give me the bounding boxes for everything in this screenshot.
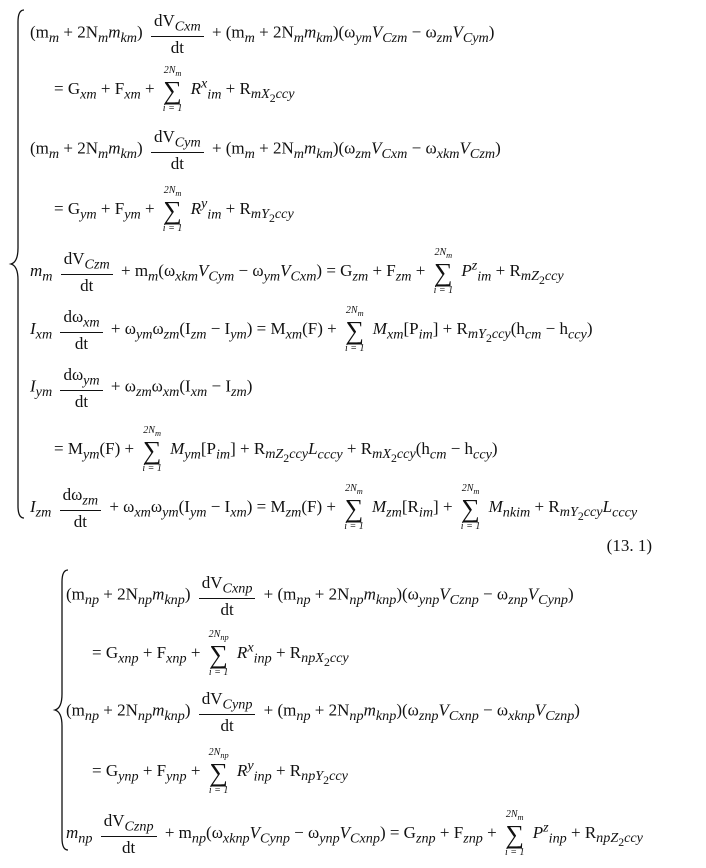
equation-row: $(m_m + 2N_mm_{km})$ $\frac{dV_{Cxm}}{dt}$ + $(m_m + 2N_mm_{km})(\omega_{ym}V_{Czm} - \omega_{zm}V_{Cym})$ xyxy=(30,11,495,57)
summation: $2N_m$ ∑ i = 1 xyxy=(344,305,365,355)
equation-row: = $M_{ym}(F)$ + $2N_m$ ∑ i = 1 $M_{ym}[P_{im}] + R_{mZ_2ccy}L_{cccy} + R_{mX_2ccy}(h_{cm} - h_{ccy})$ xyxy=(54,425,498,475)
equation-row: $I_{ym}$ $\frac{d\omega_{ym}}{dt}$ + $\omega_{zm}\omega_{xm}(I_{xm} - I_{zm})$ xyxy=(30,365,253,411)
summation: $2N_{np}$ ∑ i = 1 xyxy=(208,747,229,797)
fraction: $\frac{dV_{Cynp}}{dt}$ xyxy=(199,690,256,734)
summation: $2N_m$ ∑ i = 1 xyxy=(504,809,525,859)
equation-row: = $G_{xm} + F_{xm}$ + $2N_m$ ∑ i = 1 $R^x_{im} + R_{mX_2ccy}$ xyxy=(54,65,295,115)
equation-row: $I_{xm}$ $\frac{d\omega_{xm}}{dt}$ + $\omega_{ym}\omega_{zm}(I_{zm} - I_{ym}) = M_{xm}(F)$ + $2N_m$ ∑ i = 1 $M_{xm}[P_{im}] + R_{mY_2ccy}(h_{cm} - h_{ccy})$ xyxy=(30,305,593,355)
equation-row: $m_{np}$ $\frac{dV_{Cznp}}{dt}$ + $m_{np}(\omega_{xknp}V_{Cynp} - \omega_{ynp}V_{Cxnp}) = G_{znp} + F_{znp}$ + $2N_m$ ∑ i = 1 $P^z_{inp} + R_{npZ_2ccy}$ xyxy=(66,809,643,859)
equation-row: $(m_m + 2N_mm_{km})$ $\frac{dV_{Cym}}{dt}$ + $(m_m + 2N_mm_{km})(\omega_{zm}V_{Cxm} - \omega_{xkm}V_{Czm})$ xyxy=(30,127,501,173)
summation: $2N_m$ ∑ i = 1 xyxy=(433,247,454,297)
equation-row: $(m_{np} + 2N_{np}m_{knp})$ $\frac{dV_{Cynp}}{dt}$ + $(m_{np} + 2N_{np}m_{knp})(\omega_{znp}V_{Cxnp} - \omega_{xknp}V_{Cznp})$ xyxy=(66,689,580,735)
equation-row: = $G_{ym} + F_{ym}$ + $2N_m$ ∑ i = 1 $R^y_{im} + R_{mY_2ccy}$ xyxy=(54,185,294,235)
summation: $2N_m$ ∑ i = 1 xyxy=(162,185,183,235)
summation: $2N_m$ ∑ i = 1 xyxy=(142,425,162,475)
equation-number: (13. 1) xyxy=(606,536,652,555)
fraction: $\frac{d\omega_{zm}}{dt}$ xyxy=(60,486,101,530)
fraction: $\frac{dV_{Cxnp}}{dt}$ xyxy=(199,574,256,618)
equation-row: $m_m$ $\frac{dV_{Czm}}{dt}$ + $m_m(\omega_{xkm}V_{Cym} - \omega_{ym}V_{Cxm}) = G_{zm} + F_{zm}$ + $2N_m$ ∑ i = 1 $P^z_{im} + R_{mZ_2ccy}$ xyxy=(30,247,564,297)
fraction: $\frac{d\omega_{xm}}{dt}$ xyxy=(60,308,102,352)
summation: $2N_m$ ∑ i = 1 xyxy=(344,483,364,533)
fraction: $\frac{dV_{Cznp}}{dt}$ xyxy=(101,812,157,856)
fraction: $\frac{dV_{Cxm}}{dt}$ xyxy=(151,12,204,56)
equation-row: = $G_{ynp} + F_{ynp}$ + $2N_{np}$ ∑ i = 1 $R^y_{inp} + R_{npY_2ccy}$ xyxy=(92,747,348,797)
equation-row: $I_{zm}$ $\frac{d\omega_{zm}}{dt}$ + $\omega_{xm}\omega_{ym}(I_{ym} - I_{xm}) = M_{zm}(F)$ + $2N_m$ ∑ i = 1 $M_{zm}[R_{im}]$ + $2N_m$ ∑ i = 1 $M_{nkim} + R_{mY_2ccy}L_{cccy}$ xyxy=(30,483,638,533)
summation: $2N_m$ ∑ i = 1 xyxy=(162,65,183,115)
equation-row: $(m_{np} + 2N_{np}m_{knp})$ $\frac{dV_{Cxnp}}{dt}$ + $(m_{np} + 2N_{np}m_{knp})(\omega_{ynp}V_{Cznp} - \omega_{znp}V_{Cynp})$ xyxy=(66,573,574,619)
left-brace-system-1 xyxy=(8,8,28,520)
fraction: $\frac{dV_{Cym}}{dt}$ xyxy=(151,128,204,172)
summation: $2N_{np}$ ∑ i = 1 xyxy=(208,629,229,679)
equation-row: = $G_{xnp} + F_{xnp}$ + $2N_{np}$ ∑ i = 1 $R^x_{inp} + R_{npX_2ccy}$ xyxy=(92,629,349,679)
fraction: $\frac{d\omega_{ym}}{dt}$ xyxy=(60,366,102,410)
summation: $2N_m$ ∑ i = 1 xyxy=(460,483,481,533)
fraction: $\frac{dV_{Czm}}{dt}$ xyxy=(61,250,113,294)
